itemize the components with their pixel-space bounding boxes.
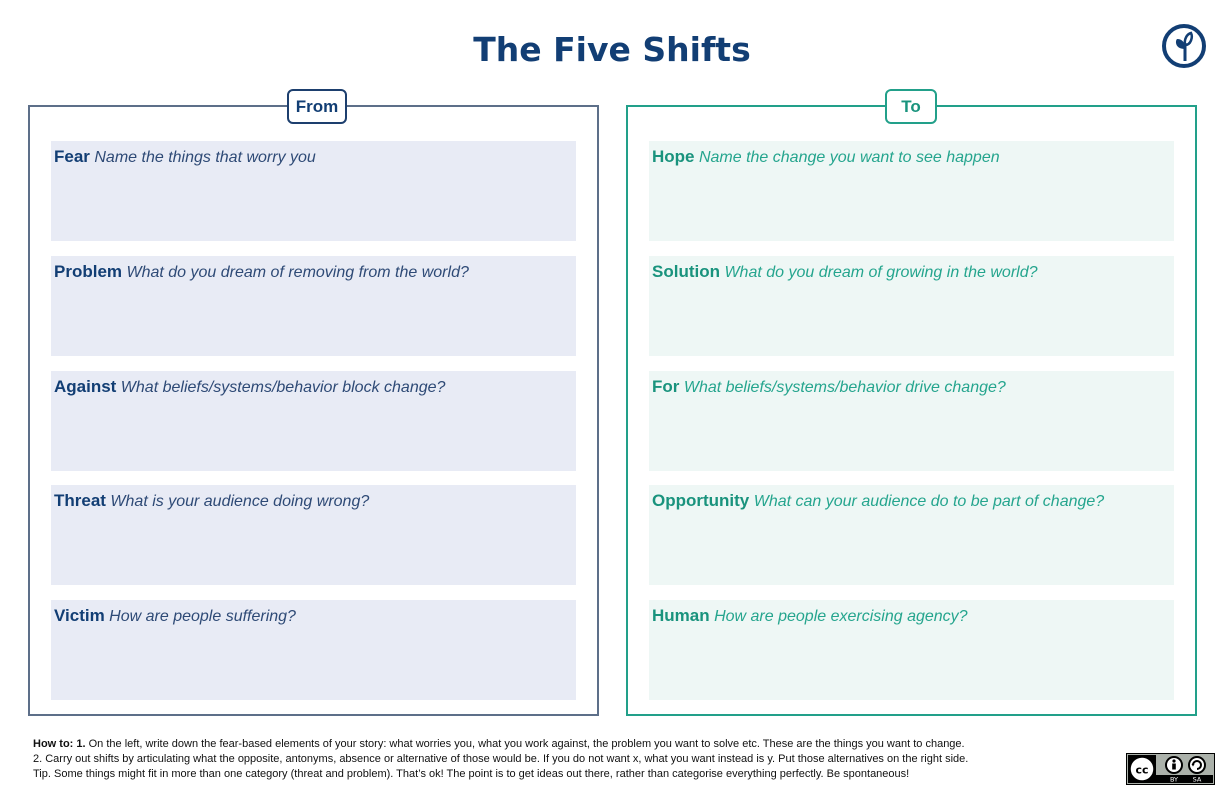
box-keyword: Human bbox=[652, 606, 710, 625]
cc-by-sa-icon bbox=[1126, 753, 1215, 785]
sprout-circle-icon bbox=[1161, 23, 1207, 69]
sa-text: SA bbox=[1192, 775, 1202, 784]
box-prompt: What is your audience doing wrong? bbox=[110, 493, 370, 510]
cc-text: cc bbox=[1135, 763, 1149, 777]
hope-box[interactable] bbox=[649, 141, 1174, 241]
box-prompt: What can your audience do to be part of change? bbox=[753, 493, 1105, 510]
how-to-tip: Tip. Some things might fit in more than one category (threat and problem). That’s ok! The point is to get ideas out there, rather than categorise everything perfectly. Be spontaneous! bbox=[33, 768, 910, 780]
problem-box[interactable] bbox=[51, 256, 576, 356]
box-prompt: What beliefs/systems/behavior block change? bbox=[120, 379, 446, 396]
box-prompt: Name the things that worry you bbox=[94, 149, 316, 166]
box-prompt: How are people suffering? bbox=[109, 608, 296, 625]
by-text: BY bbox=[1169, 775, 1179, 784]
how-to-line-2: 2. Carry out shifts by articulating what the opposite, antonyms, absence or alternative of those would be. If you do not want x, what you want instead is y. Put those alternatives on the right side. bbox=[33, 753, 969, 765]
human-box[interactable] bbox=[649, 600, 1174, 700]
threat-box[interactable] bbox=[51, 485, 576, 585]
box-keyword: Hope bbox=[652, 147, 695, 166]
box-keyword: Problem bbox=[54, 262, 123, 281]
box-prompt: What do you dream of removing from the world? bbox=[126, 264, 469, 281]
box-prompt: What do you dream of growing in the world? bbox=[724, 264, 1038, 281]
victim-box[interactable] bbox=[51, 600, 576, 700]
box-keyword: For bbox=[652, 377, 680, 396]
opportunity-box[interactable] bbox=[649, 485, 1174, 585]
box-keyword: Solution bbox=[652, 262, 720, 281]
solution-box[interactable] bbox=[649, 256, 1174, 356]
box-keyword: Victim bbox=[54, 606, 105, 625]
box-prompt: How are people exercising agency? bbox=[714, 608, 968, 625]
box-prompt: What beliefs/systems/behavior drive change? bbox=[683, 379, 1006, 396]
how-to-instructions bbox=[33, 737, 1103, 782]
to-panel-label: To bbox=[885, 89, 937, 124]
fear-box[interactable] bbox=[51, 141, 576, 241]
for-box[interactable] bbox=[649, 371, 1174, 471]
box-keyword: Opportunity bbox=[652, 491, 750, 510]
against-box[interactable] bbox=[51, 371, 576, 471]
box-keyword: Fear bbox=[54, 147, 90, 166]
box-keyword: Threat bbox=[54, 491, 106, 510]
how-to-line-1 bbox=[33, 737, 1103, 752]
page-title: The Five Shifts bbox=[473, 30, 751, 69]
box-prompt: Name the change you want to see happen bbox=[698, 149, 1000, 166]
how-to-prefix: How to: 1. bbox=[33, 738, 86, 750]
how-to-line-1-text: On the left, write down the fear-based elements of your story: what worries you, what you work against, the problem you want to solve etc. These are the things you want to change. bbox=[85, 738, 965, 750]
box-keyword: Against bbox=[54, 377, 117, 396]
from-panel-label: From bbox=[287, 89, 347, 124]
